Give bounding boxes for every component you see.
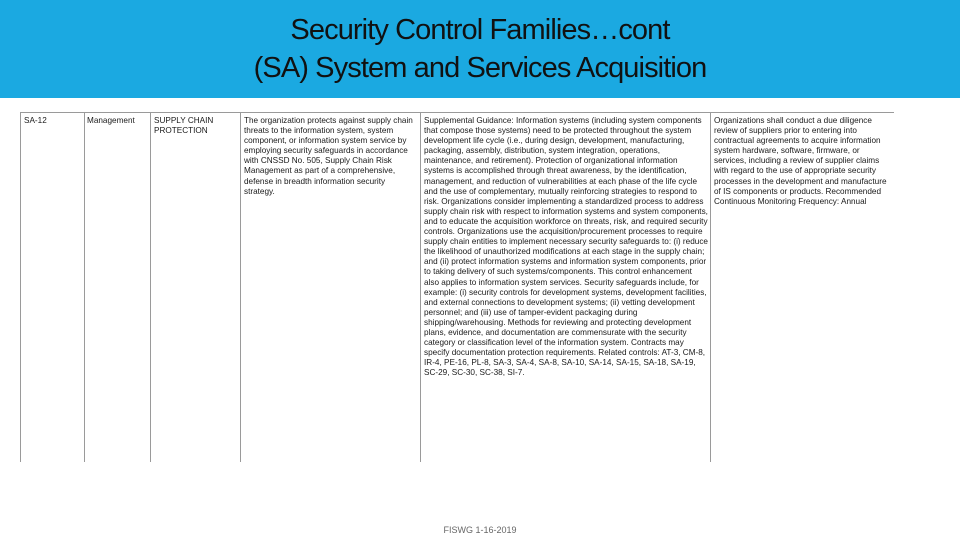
footer-text: FISWG 1-16-2019 xyxy=(443,525,517,535)
control-id-cell xyxy=(21,113,85,463)
slide-title-line-1: Security Control Families…cont xyxy=(290,14,670,46)
control-class-cell xyxy=(85,113,151,463)
control-class: Management xyxy=(87,116,135,125)
control-id: SA-12 xyxy=(24,116,47,125)
supplemental-guidance-cell xyxy=(421,113,711,463)
implementation-guidance: Organizations shall conduct a due diligence review of suppliers prior to entering into contractual agreements to acquire information system hardware, software, firmware, or services, including a review of supplier claims with regard to the use of appropriate security processes in the development and manufacture of IS components or products. Recommended Continuous Monitoring Frequency: Annual xyxy=(714,116,887,206)
control-name-cell xyxy=(151,113,241,463)
control-name: SUPPLY CHAIN PROTECTION xyxy=(154,116,214,136)
slide-title-line-2: (SA) System and Services Acquisition xyxy=(253,52,707,84)
supplemental-guidance: Supplemental Guidance: Information systems (including system components that compose those systems) need to be protected throughout the system development life cycle (i.e., during design, development, manufacturing, packaging, assembly, distribution, system integration, operations, maintenance, and retirement). Protection of organizational information systems is accomplished through threat awareness, by the identification, management, and reduction of vulnerabilities at each phase of the life cycle and the use of complementary, mutually reinforcing strategies to respond to risk. Organizations consider implementing a standardized process to address supply chain risk with respect to information systems and system components, and to educate the acquisition workforce on threats, risk, and required security controls. Organizations use the acquisition/procurement processes to require supply chain entities to implement necessary security safeguards to: (i) reduce the likelihood of unauthorized modifications at each stage in the supply chain; and (ii) protect information systems and information system components, prior to taking delivery of such systems/components. This control enhancement also applies to information system services. Security safeguards include, for example: (i) security controls for development systems, development facilities, and external connections to development systems; (ii) vetting development personnel; and (iii) use of tamper-evident packaging during shipping/warehousing. Methods for reviewing and protecting development plans, evidence, and documentation are commensurate with the security category or classification level of the information system. Contracts may specify documentation protection requirements. Related controls: AT-3, CM-8, IR-4, PE-16, PL-8, SA-3, SA-4, SA-8, SA-10, SA-14, SA-15, SA-18, SA-19, SC-29, SC-30, SC-38, SI-7. xyxy=(424,116,708,378)
control-text: The organization protects against supply chain threats to the information system, system component, or information system service by employing security safeguards in accordance with CNSSD No. 505, Supply Chain Risk Management as part of a comprehensive, defense in breadth information security strategy. xyxy=(244,116,413,196)
control-table xyxy=(20,112,894,462)
implementation-cell xyxy=(711,113,895,463)
control-text-cell xyxy=(241,113,421,463)
table-row xyxy=(21,113,895,463)
